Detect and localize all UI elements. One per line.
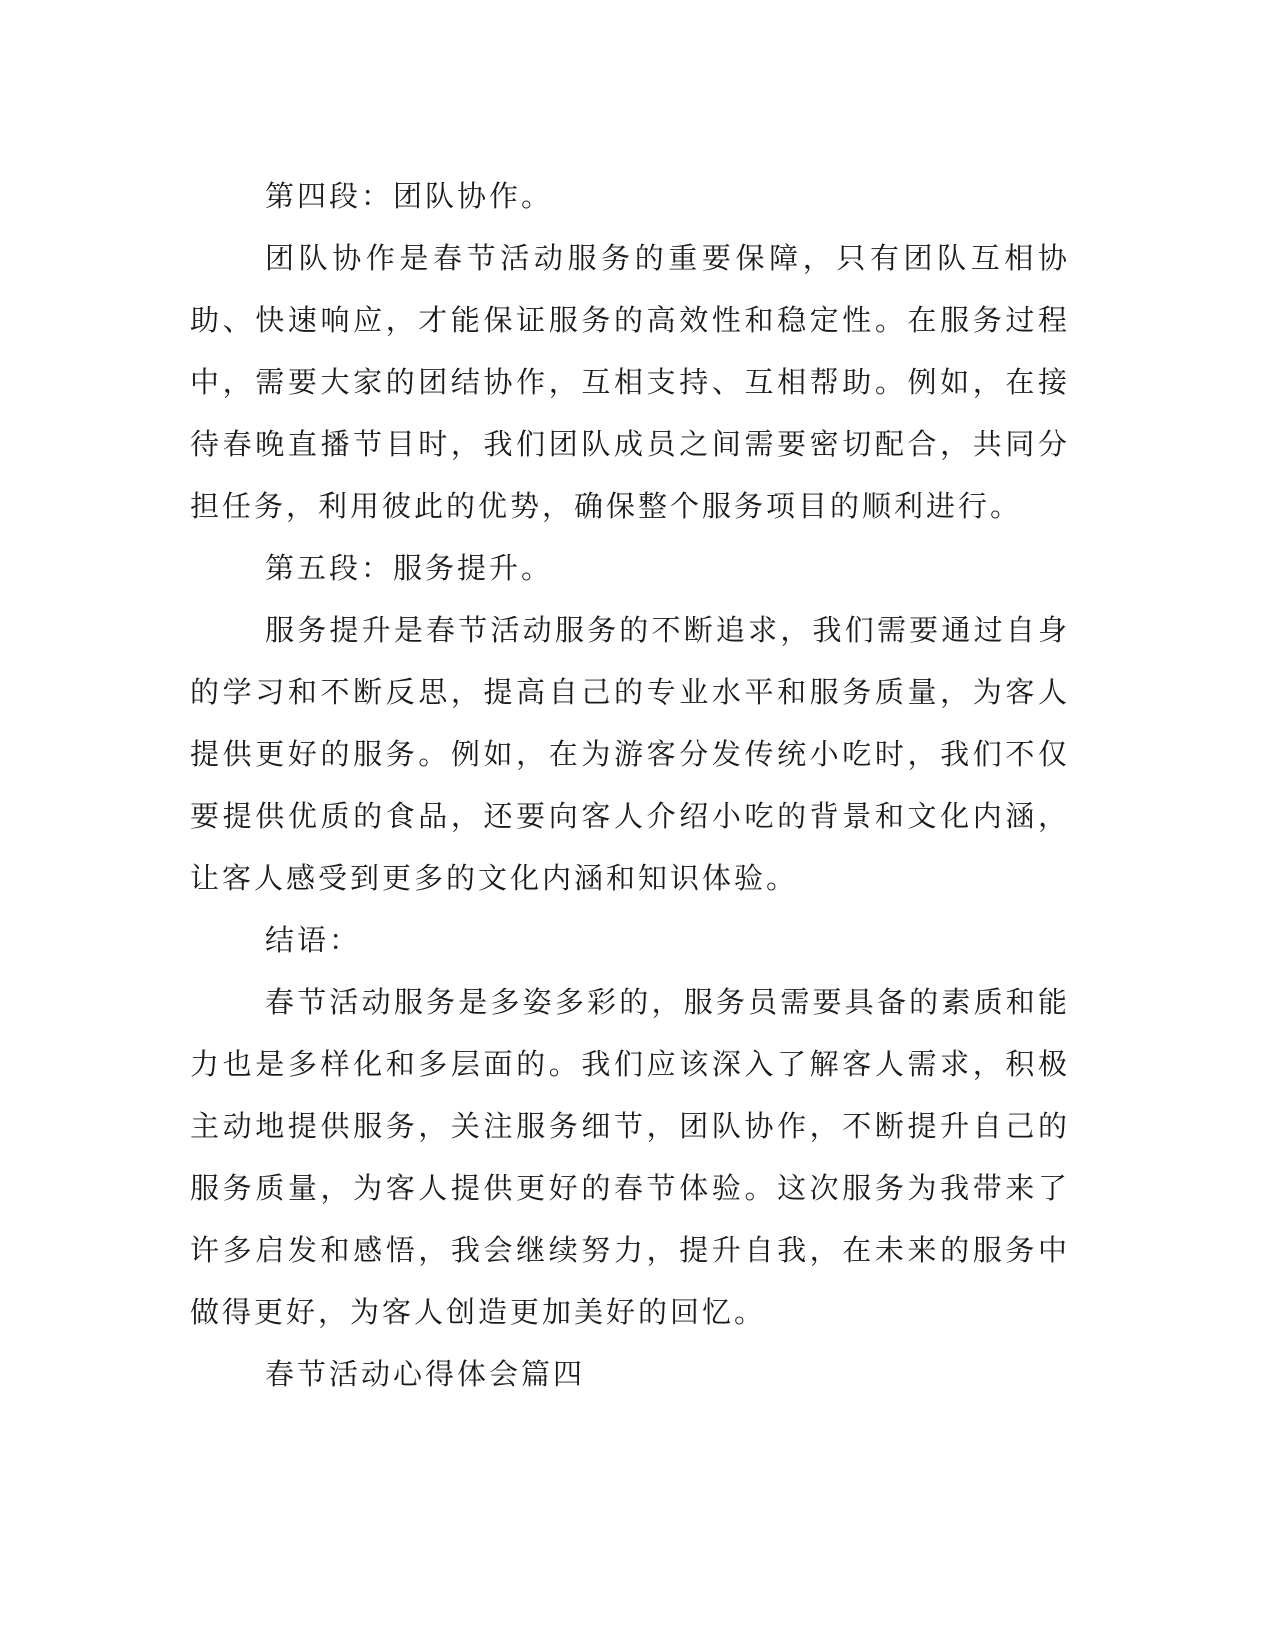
conclusion-heading: 结语：	[265, 923, 362, 957]
section-heading-4: 第四段：团队协作。	[265, 179, 554, 213]
next-article-title: 春节活动心得体会篇四	[265, 1357, 586, 1391]
document-body	[190, 165, 1070, 1405]
paragraph-teamwork: 团队协作是春节活动服务的重要保障，只有团队互相协助、快速响应，才能保证服务的高效性和稳定性。在服务过程中，需要大家的团结协作，互相支持、互相帮助。例如，在接待春晚直播节目时，我们团队成员之间需要密切配合，共同分担任务，利用彼此的优势，确保整个服务项目的顺利进行。	[190, 241, 1070, 523]
paragraph-conclusion: 春节活动服务是多姿多彩的，服务员需要具备的素质和能力也是多样化和多层面的。我们应该深入了解客人需求，积极主动地提供服务，关注服务细节，团队协作，不断提升自己的服务质量，为客人提供更好的春节体验。这次服务为我带来了许多启发和感悟，我会继续努力，提升自我，在未来的服务中做得更好，为客人创造更加美好的回忆。	[190, 985, 1070, 1329]
paragraph-service-improvement: 服务提升是春节活动服务的不断追求，我们需要通过自身的学习和不断反思，提高自己的专业水平和服务质量，为客人提供更好的服务。例如，在为游客分发传统小吃时，我们不仅要提供优质的食品，还要向客人介绍小吃的背景和文化内涵，让客人感受到更多的文化内涵和知识体验。	[190, 613, 1070, 895]
section-heading-5: 第五段：服务提升。	[265, 551, 554, 585]
